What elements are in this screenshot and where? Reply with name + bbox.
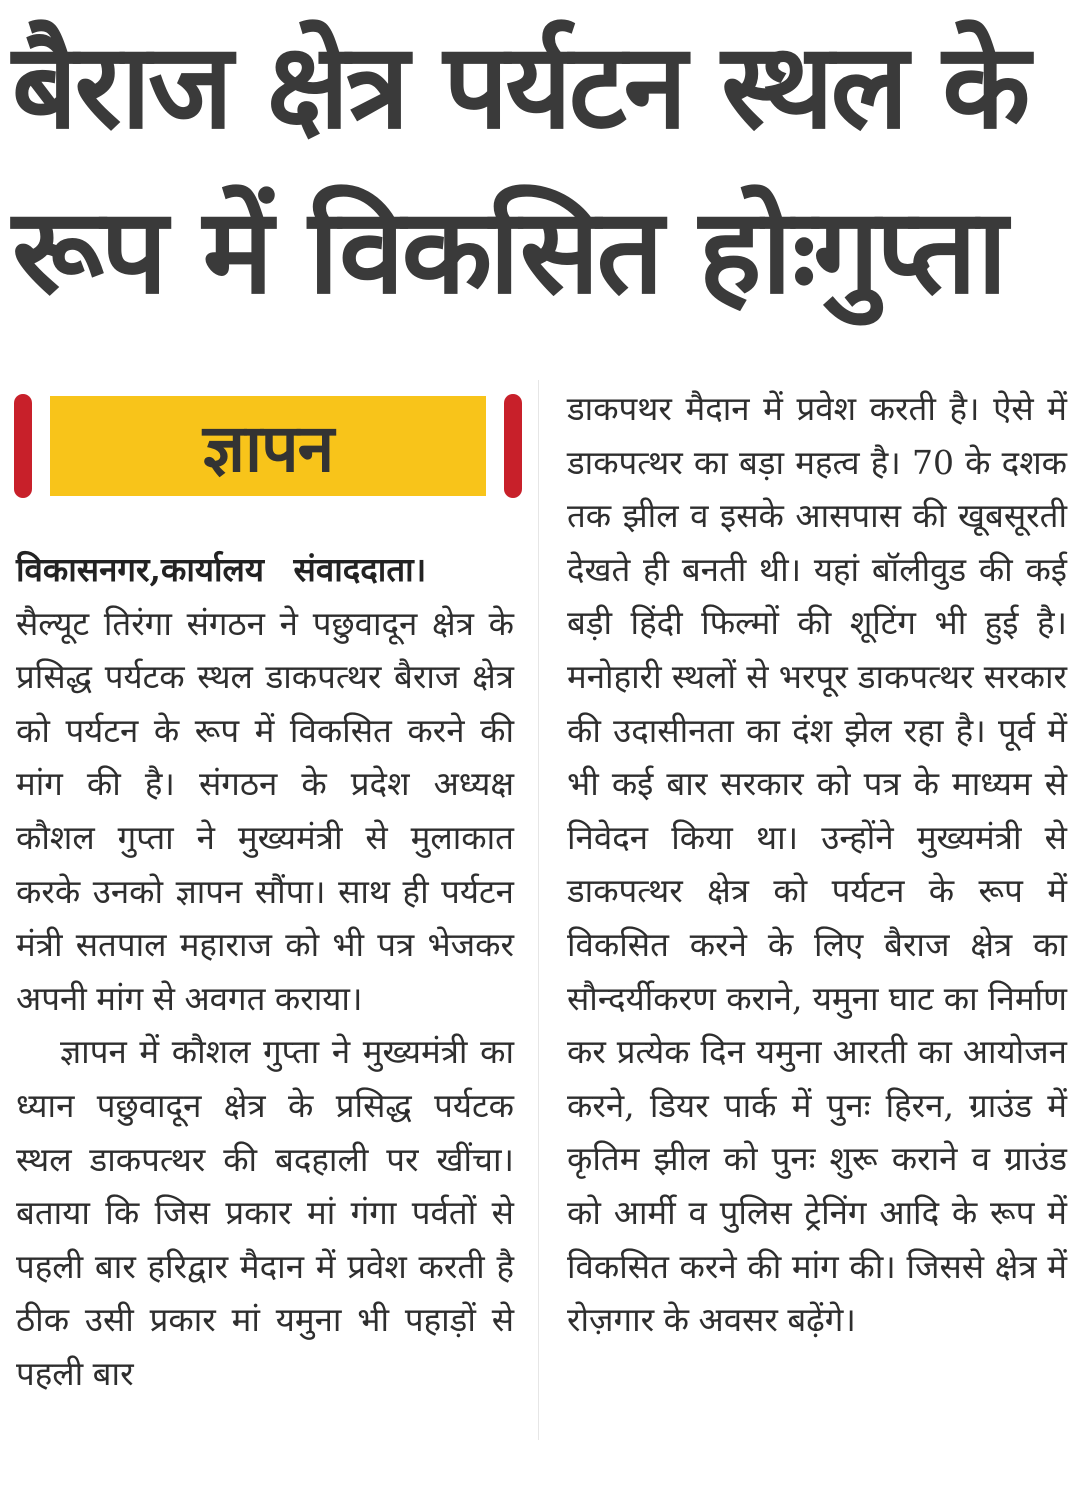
article-column-left [16,543,514,1401]
dateline: विकासनगर,कार्यालय संवाददाता। [16,550,427,589]
badge-right-bar [504,394,522,498]
section-badge [14,392,522,502]
article-paragraph-1-text: सैल्यूट तिरंगा संगठन ने पछुवादून क्षेत्र के प्रसिद्ध पर्यटक स्थल डाकपत्थर बैराज क्षेत्र को पर्यटन के रूप में विकसित करने की मांग की है। संगठन के प्रदेश अध्यक्ष कौशल गुप्ता ने मुख्यमंत्री से मुलाकात करके उनको ज्ञापन सौंपा। साथ ही पर्यटन मंत्री सतपाल महाराज को भी पत्र भेजकर अपनी मांग से अवगत कराया। [16,603,514,1018]
article-paragraph-2: ज्ञापन में कौशल गुप्ता ने मुख्यमंत्री का ध्यान पछुवादून क्षेत्र के प्रसिद्ध पर्यटक स्थल डाकपत्थर की बदहाली पर खींचा। बताया कि जिस प्रकार मां गंगा पर्वतों से पहली बार हरिद्वार मैदान में प्रवेश करती है ठीक उसी प्रकार मां यमुना भी पहाड़ों से पहली बार [16,1032,514,1393]
badge-box [50,396,486,496]
headline-line-2: रूप में विकसित होःगुप्ता [12,182,1005,320]
column-divider [538,380,539,1440]
article-paragraph-1 [16,543,514,1025]
headline [12,4,1072,334]
article-column-right [567,382,1067,1347]
article-paragraph-3: डाकपथर मैदान में प्रवेश करती है। ऐसे में डाकपत्थर का बड़ा महत्व है। 70 के दशक तक झील व इसके आसपास की खूबसूरती देखते ही बनती थी। यहां बॉलीवुड की कई बड़ी हिंदी फिल्मों की शूटिंग भी हुई है। मनोहारी स्थलों से भरपूर डाकपत्थर सरकार की उदासीनता का दंश झेल रहा है। पूर्व में भी कई बार सरकार को पत्र के माध्यम से निवेदन किया था। उन्होंने मुख्यमंत्री से डाकपत्थर क्षेत्र को पर्यटन के रूप में विकसित करने के लिए बैराज क्षेत्र का सौन्दर्यीकरण कराने, यमुना घाट का निर्माण कर प्रत्येक दिन यमुना आरती का आयोजन करने, डियर पार्क में पुनः हिरन, ग्राउंड में कृतिम झील को पुनः शुरू कराने व ग्राउंड को आर्मी व पुलिस ट्रेनिंग आदि के रूप में विकसित करने की मांग की। जिससे क्षेत्र में रोज़गार के अवसर बढ़ेंगे। [567,389,1067,1340]
badge-label: ज्ञापन [202,410,334,487]
badge-left-bar [14,394,32,498]
headline-line-1: बैराज क्षेत्र पर्यटन स्थल के [12,17,1028,155]
